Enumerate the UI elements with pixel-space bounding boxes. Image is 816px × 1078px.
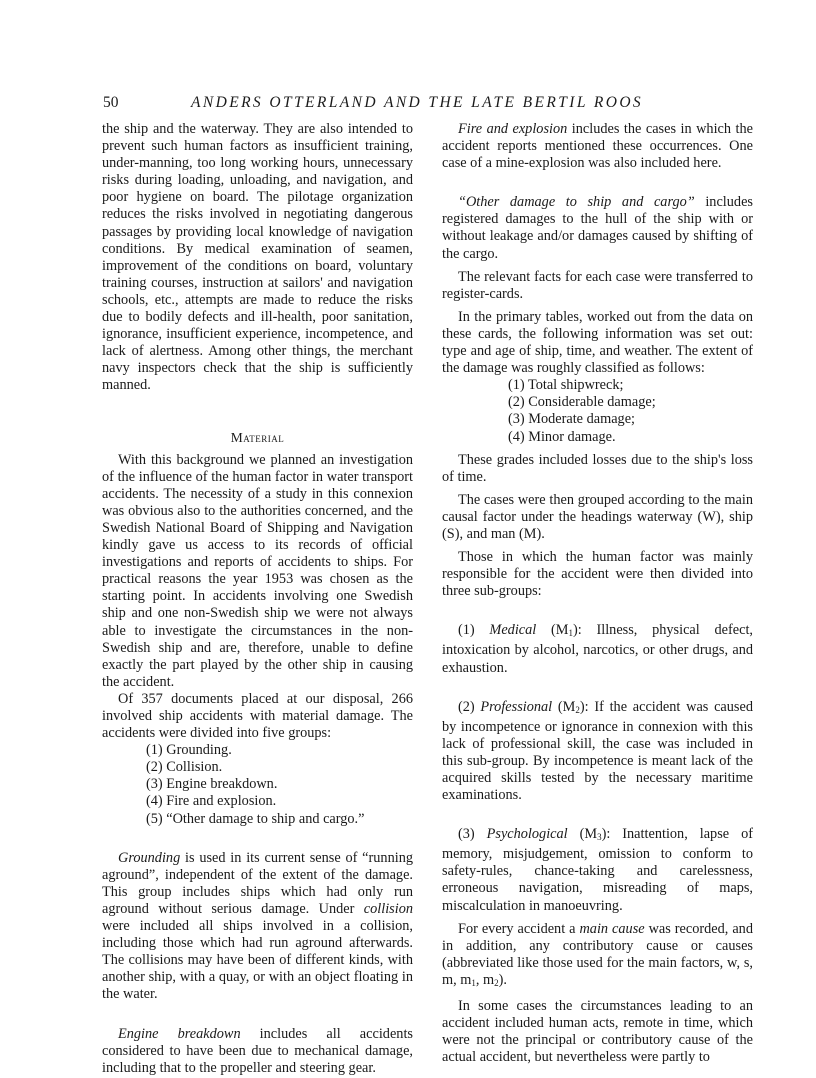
paragraph-grounding: Grounding is used in its current sense of “running aground”, independent of the extent of the damage. This group includes ships which had only run aground without serious damage. Under collision were included all ships involved in a collision, including those which had run aground afterwards. The collisions may have been of different kinds, with another ship, with a quay, or with an object floating in the water. [102, 849, 413, 1003]
list-item: (4) Fire and explosion. [146, 793, 277, 810]
paragraph: The cases were then grouped according to the main causal factor under the headings waterway (W), ship (S), and man (M). [442, 491, 753, 542]
list-item: (1) Total shipwreck; [508, 377, 624, 394]
paragraph-main-cause: For every accident a main cause was recorded, and in addition, any contributory cause or causes (abbreviated like those used for the main factors, w, s, m, $m_1$, $m_2$). [442, 920, 753, 988]
term-main-cause: main cause [579, 920, 645, 937]
running-head: ANDERS OTTERLAND AND THE LATE BERTIL ROOS [191, 94, 644, 111]
paragraph-medical: (1) Medical $(M_1)$: Illness, physical defect, intoxication by alcohol, narcotics, or other drugs, and exhaustion. [442, 622, 753, 676]
paragraph-professional: (2) Professional $(M_2)$: If the accident was caused by incompetence or ignorance in connexion with this lack of professional skill, the case was included in this sub-group. By incompetence is meant lack of the acquired skills tested by the necessary maritime examinations. [442, 698, 753, 804]
term-engine-breakdown: Engine breakdown [118, 1025, 241, 1042]
paragraph: In some cases the circumstances leading to an accident included human acts, remote in time, which were not the principal or contributory cause of the actual accident, but nevertheless were partly to [442, 998, 753, 1066]
paragraph: Of 357 documents placed at our disposal, 266 involved ship accidents with material damage. The accidents were divided into five groups: [102, 690, 413, 742]
list-item: (2) Considerable damage; [508, 394, 656, 411]
left-column [102, 121, 413, 1077]
term-medical: Medical [489, 622, 537, 639]
list-item: (5) “Other damage to ship and cargo.” [146, 810, 365, 827]
term-fire-explosion: Fire and explosion [458, 121, 568, 137]
page-number: 50 [103, 94, 119, 111]
paragraph-psychological: (3) Psychological $(M_3)$: Inattention, lapse of memory, misjudgement, omission to conform to safety-rules, chance-taking and carelessness, erroneous navigation, misreading of maps, miscalculation in manoeuvring. [442, 826, 753, 914]
paragraph: These grades included losses due to the ship's loss of time. [442, 451, 753, 485]
damage-grades-list [442, 377, 753, 445]
term-collision: collision [363, 900, 413, 917]
section-heading-material: Material [230, 429, 285, 445]
list-item: (2) Collision. [146, 759, 223, 776]
term-professional: Professional [480, 698, 553, 715]
right-column [442, 121, 753, 1066]
paragraph: With this background we planned an investigation of the influence of the human factor in water transport accidents. The necessity of a study in this connexion was obvious also to the authorities concerned, and the Swedish National Board of Shipping and Navigation kindly gave us access to its records of official investigations and reports of accidents to ships. For practical reasons the year 1953 was chosen as the starting point. In accidents involving one Swedish ship and one non-Swedish ship we were not always able to investigate the circumstances in the non-Swedish ship and are, therefore, unable to define exactly the part played by the other ship in causing the accident. [102, 451, 413, 690]
list-item: (4) Minor damage. [508, 428, 616, 445]
page-header [103, 94, 743, 116]
paragraph: The relevant facts for each case were transferred to register-cards. [442, 268, 753, 302]
paragraph: Those in which the human factor was mainly responsible for the accident were then divided into three sub-groups: [442, 549, 753, 600]
list-item: (3) Engine breakdown. [146, 776, 278, 793]
paragraph: the ship and the waterway. They are also intended to prevent such human factors as insufficient training, under-manning, too long working hours, unnecessary risks during loading, unloading, and navigation, and poor hygiene on board. The pilotage organization reduces the risks involved in negotiating dangerous passages by providing local knowledge of navigation conditions. By medical examination of seamen, improvement of the conditions on board, voluntary training courses, instruction at sailors' and navigation schools, etc., attempts are made to reduce the risks due to bodily defects and ill-health, poor sanitation, ignorance, insufficient experience, incompetence, and lack of alertness. Among other things, the merchant navy inspectors check that the ship is sufficiently manned. [102, 121, 413, 394]
paragraph-engine-breakdown: Engine breakdown includes all accidents considered to have been due to mechanical damage, including that to the propeller and steering gear. [102, 1025, 413, 1076]
list-item: (1) Grounding. [146, 742, 232, 759]
paragraph-fire-explosion: Fire and explosion includes the cases in which the accident reports mentioned these occurrences. One case of a mine-explosion was also included here. [442, 121, 753, 172]
accident-groups-list [102, 742, 413, 827]
term-other-damage: “Other damage to ship and cargo” [458, 194, 695, 211]
paragraph: In the primary tables, worked out from the data on these cards, the following information was set out: type and age of ship, time, and weather. The extent of the damage was roughly classified as follows: [442, 308, 753, 377]
term-psychological: Psychological [486, 826, 568, 843]
list-item: (3) Moderate damage; [508, 411, 636, 428]
term-grounding: Grounding [118, 849, 181, 866]
paragraph-other-damage: “Other damage to ship and cargo” includes registered damages to the hull of the ship with or without leakage and/or damages caused by shifting of the cargo. [442, 194, 753, 262]
